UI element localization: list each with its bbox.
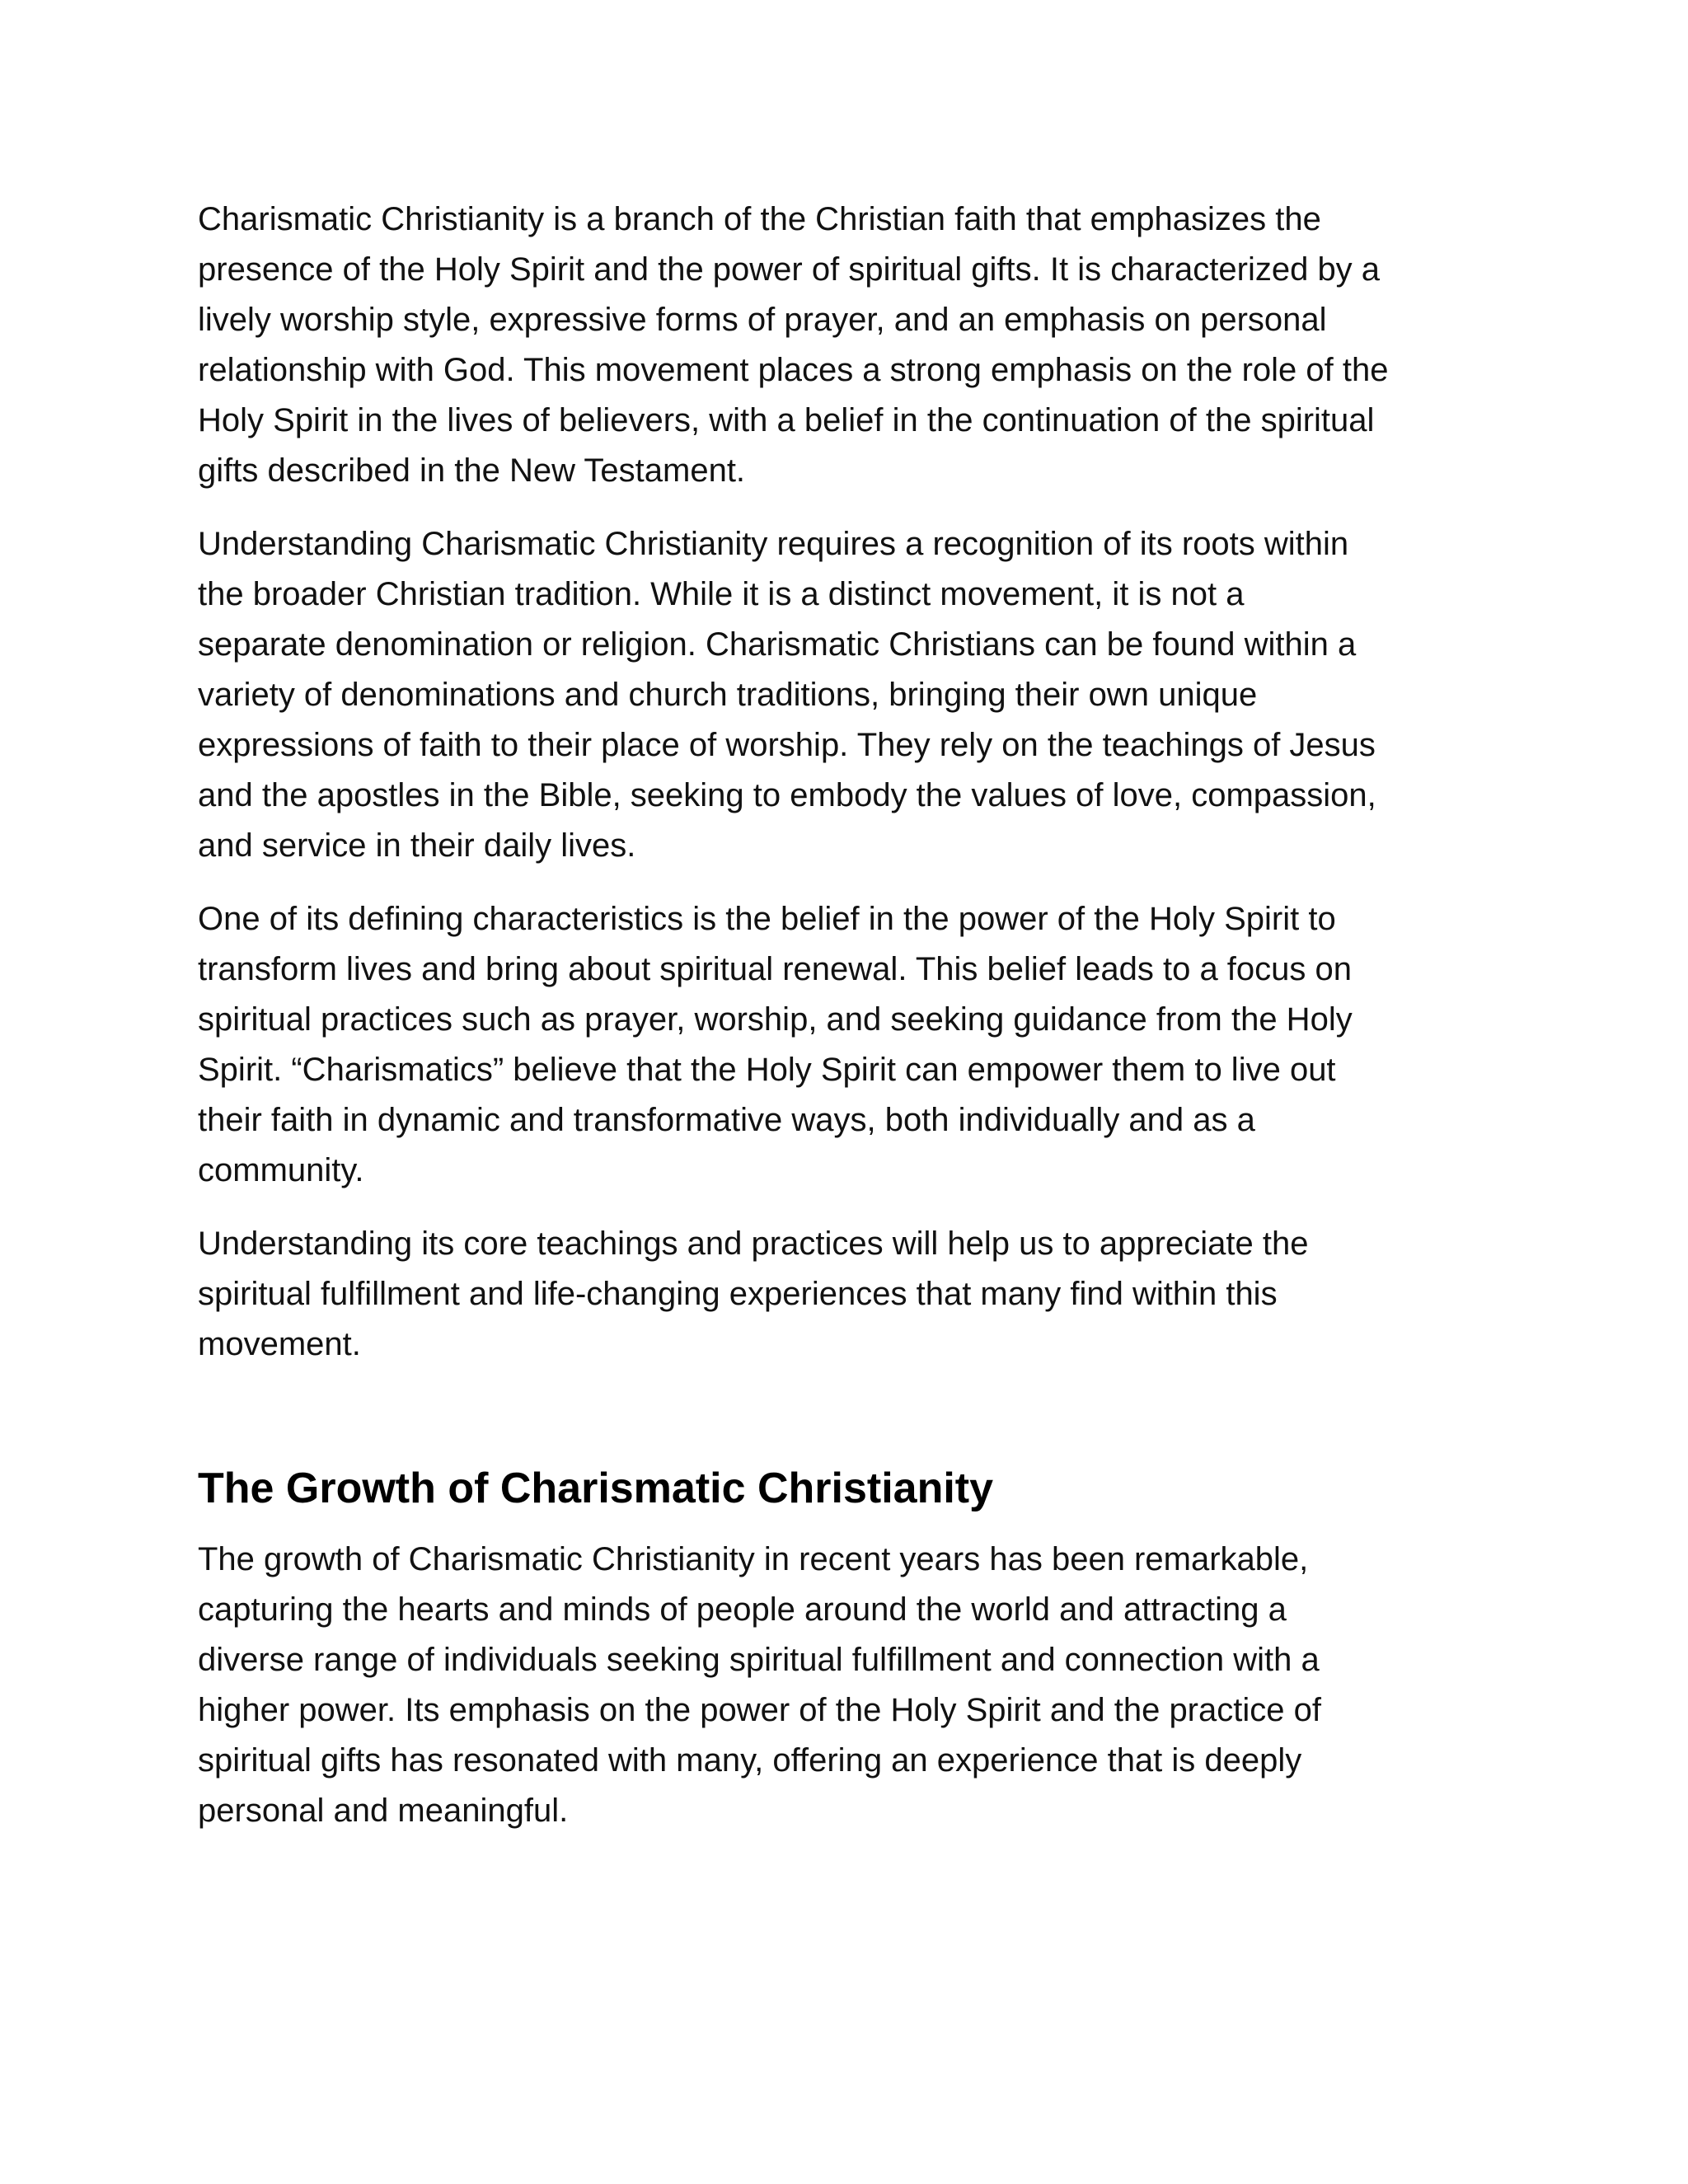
paragraph-intro	[198, 194, 1500, 496]
text-line: Holy Spirit in the lives of believers, with a belief in the continuation of the spiritual	[198, 402, 1375, 438]
text-line: relationship with God. This movement places a strong emphasis on the role of the	[198, 352, 1389, 388]
document-body	[198, 194, 1500, 1859]
text-line: lively worship style, expressive forms of prayer, and an emphasis on personal	[198, 302, 1327, 338]
text-line: One of its defining characteristics is the belief in the power of the Holy Spirit to	[198, 901, 1336, 937]
text-line: spiritual practices such as prayer, worship, and seeking guidance from the Holy	[198, 1001, 1353, 1038]
text-line: and service in their daily lives.	[198, 827, 636, 864]
paragraph-understanding	[198, 1219, 1500, 1370]
text-line: expressions of faith to their place of worship. They rely on the teachings of Jesus	[198, 727, 1376, 763]
text-line: Understanding its core teachings and practices will help us to appreciate the	[198, 1226, 1309, 1262]
text-line: spiritual gifts has resonated with many, offering an experience that is deeply	[198, 1742, 1302, 1779]
text-line: and the apostles in the Bible, seeking to embody the values of love, compassion,	[198, 777, 1376, 813]
text-line: the broader Christian tradition. While it is a distinct movement, it is not a	[198, 576, 1245, 612]
text-line: Spirit. “Charismatics” believe that the Holy Spirit can empower them to live out	[198, 1052, 1336, 1088]
text-line: their faith in dynamic and transformative ways, both individually and as a	[198, 1102, 1255, 1138]
text-line: transform lives and bring about spiritual renewal. This belief leads to a focus on	[198, 951, 1353, 987]
text-line: community.	[198, 1152, 364, 1188]
text-line: higher power. Its emphasis on the power of the Holy Spirit and the practice of	[198, 1692, 1321, 1728]
text-line: Charismatic Christianity is a branch of the Christian faith that emphasizes the	[198, 201, 1321, 237]
text-line: Understanding Charismatic Christianity requires a recognition of its roots within	[198, 526, 1349, 562]
text-line: personal and meaningful.	[198, 1793, 569, 1829]
text-line: movement.	[198, 1326, 361, 1362]
text-line: capturing the hearts and minds of people around the world and attracting a	[198, 1591, 1287, 1628]
text-line: variety of denominations and church traditions, bringing their own unique	[198, 677, 1258, 713]
text-line: spiritual fulfillment and life-changing experiences that many find within this	[198, 1276, 1278, 1312]
text-line: presence of the Holy Spirit and the power of spiritual gifts. It is characterized by a	[198, 251, 1381, 288]
section-heading: The Growth of Charismatic Christianity	[198, 1465, 994, 1512]
text-line: The growth of Charismatic Christianity in recent years has been remarkable,	[198, 1541, 1309, 1577]
paragraph-roots	[198, 519, 1500, 871]
paragraph-growth	[198, 1535, 1500, 1836]
text-line: separate denomination or religion. Charismatic Christians can be found within a	[198, 626, 1357, 663]
text-line: gifts described in the New Testament.	[198, 452, 746, 489]
text-line: diverse range of individuals seeking spiritual fulfillment and connection with a	[198, 1642, 1320, 1678]
paragraph-characteristics	[198, 894, 1500, 1196]
